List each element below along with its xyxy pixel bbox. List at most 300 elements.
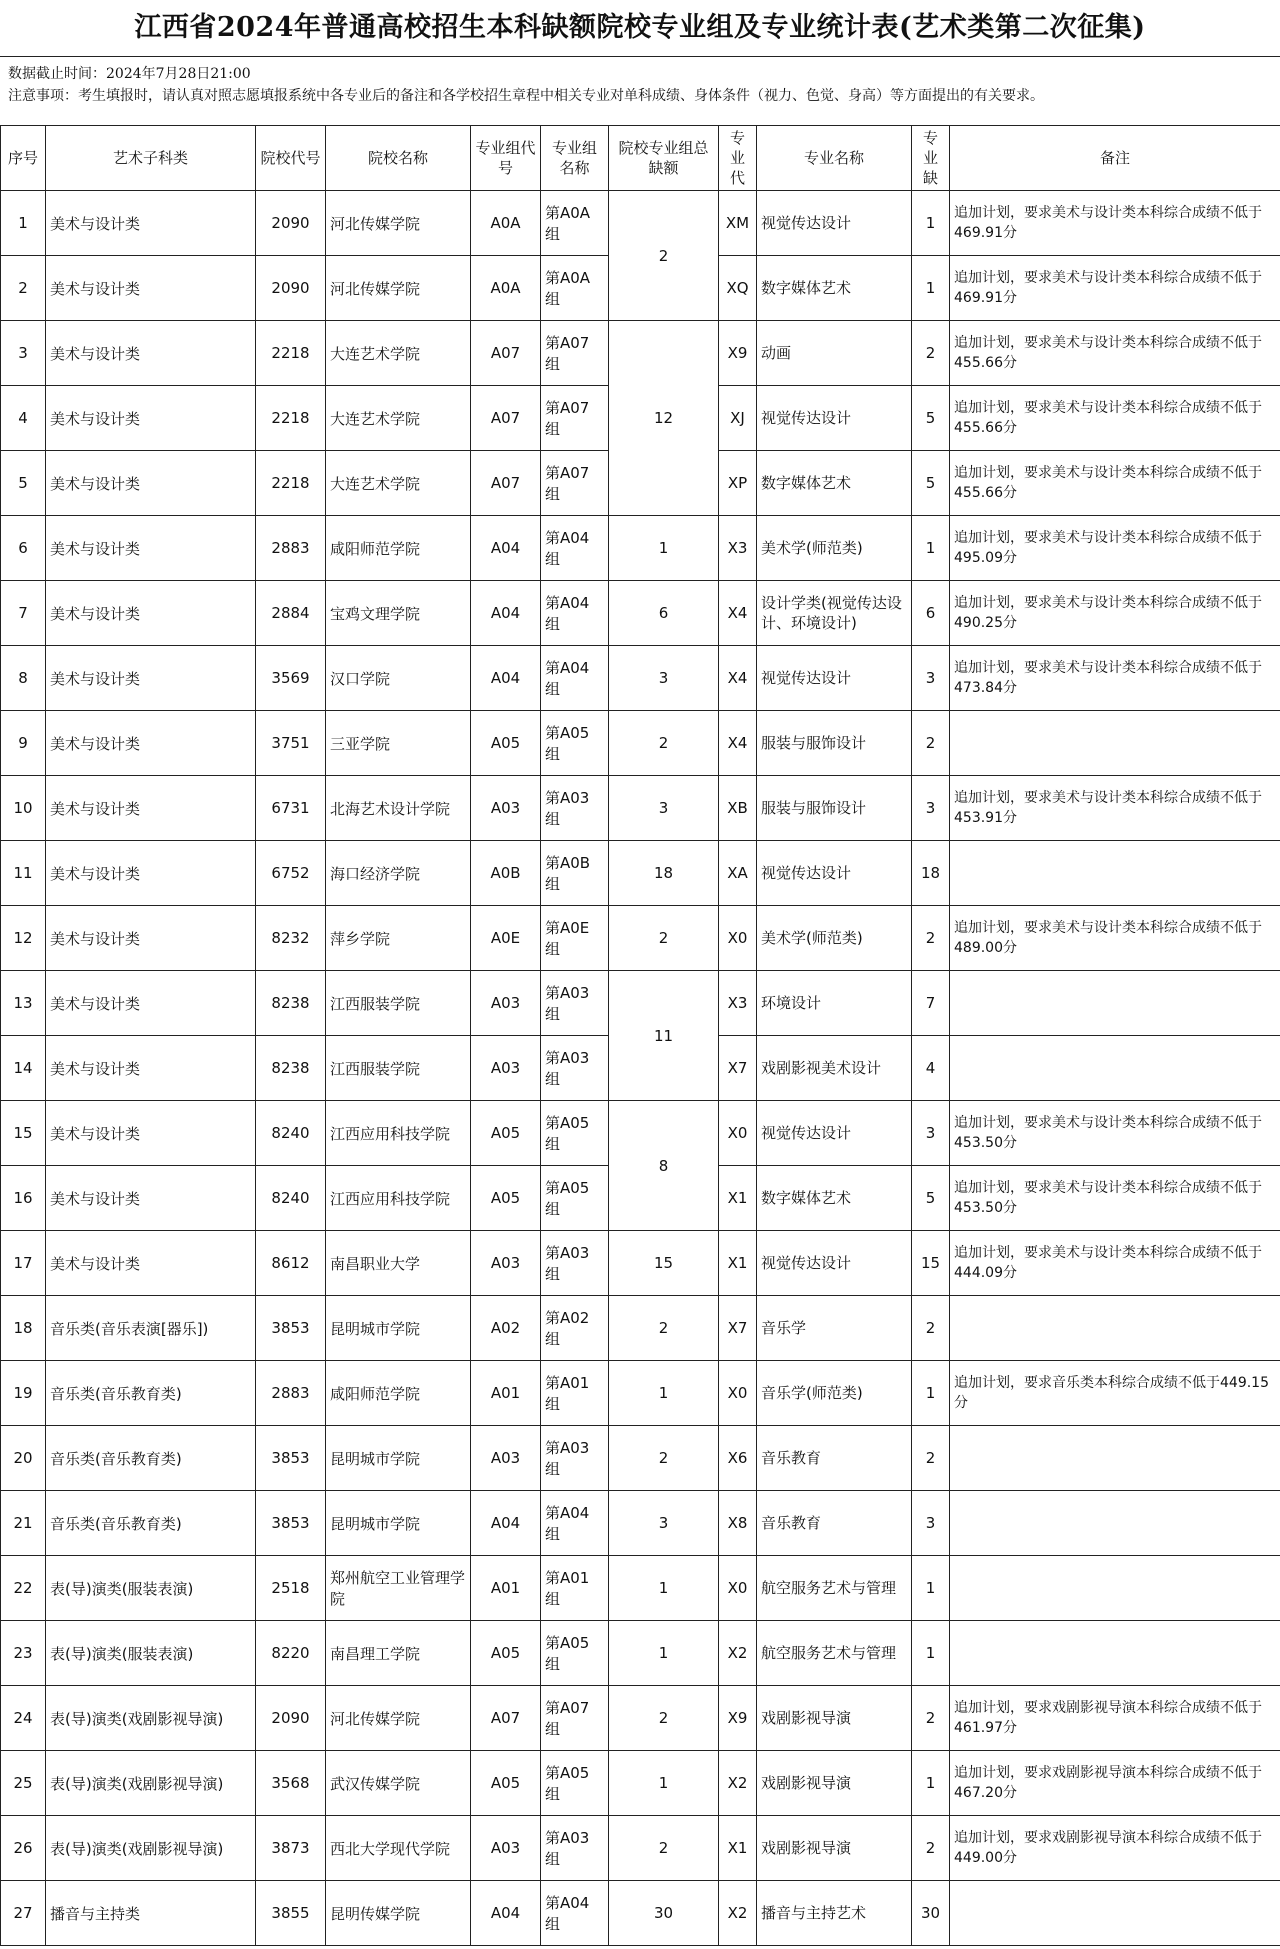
cell-subject: 表(导)演类(服装表演) [46,1621,256,1686]
cell-remark: 追加计划，要求美术与设计类本科综合成绩不低于455.66分 [950,386,1280,451]
cell-remark [950,1036,1280,1101]
cell-group-total: 2 [609,191,719,321]
cell-seq: 17 [1,1231,46,1296]
cell-group-code: A02 [471,1296,541,1361]
cell-major-vacancy: 1 [912,1361,950,1426]
cell-group-name: 第A01组 [541,1556,609,1621]
cell-subject: 表(导)演类(戏剧影视导演) [46,1816,256,1881]
cell-group-code: A04 [471,1491,541,1556]
cell-group-total: 8 [609,1101,719,1231]
table-row [1,1621,1280,1686]
cell-major-code: X7 [719,1036,757,1101]
cell-group-name: 第A05组 [541,1621,609,1686]
cell-remark: 追加计划，要求美术与设计类本科综合成绩不低于490.25分 [950,581,1280,646]
cell-seq: 20 [1,1426,46,1491]
cell-major-name: 音乐学 [757,1296,912,1361]
cell-group-name: 第A03组 [541,1036,609,1101]
cell-major-vacancy: 18 [912,841,950,906]
cell-group-total: 6 [609,581,719,646]
cell-seq: 13 [1,971,46,1036]
cell-group-total: 12 [609,321,719,516]
cell-school-code: 3853 [256,1491,326,1556]
cell-school-name: 大连艺术学院 [326,451,471,516]
cell-major-name: 动画 [757,321,912,386]
cell-group-name: 第A02组 [541,1296,609,1361]
cell-major-code: X2 [719,1751,757,1816]
cell-subject: 表(导)演类(戏剧影视导演) [46,1686,256,1751]
cell-major-name: 播音与主持艺术 [757,1881,912,1946]
cell-major-name: 视觉传达设计 [757,646,912,711]
cell-school-name: 昆明传媒学院 [326,1881,471,1946]
cell-school-code: 6731 [256,776,326,841]
cell-remark [950,841,1280,906]
cell-school-name: 昆明城市学院 [326,1426,471,1491]
cell-major-vacancy: 1 [912,1621,950,1686]
cell-major-vacancy: 2 [912,1816,950,1881]
cell-major-code: X8 [719,1491,757,1556]
cell-school-code: 6752 [256,841,326,906]
cell-group-name: 第A04组 [541,1881,609,1946]
cell-school-name: 河北传媒学院 [326,256,471,321]
cell-group-total: 18 [609,841,719,906]
cell-major-name: 戏剧影视导演 [757,1751,912,1816]
table-row [1,321,1280,386]
header-subject: 艺术子科类 [46,126,256,191]
cell-remark: 追加计划，要求美术与设计类本科综合成绩不低于469.91分 [950,191,1280,256]
cell-school-code: 3751 [256,711,326,776]
cell-group-total: 2 [609,906,719,971]
cell-school-code: 8220 [256,1621,326,1686]
cell-school-name: 咸阳师范学院 [326,1361,471,1426]
table-row [1,191,1280,256]
cell-school-name: 汉口学院 [326,646,471,711]
cell-major-code: X9 [719,321,757,386]
cell-group-code: A07 [471,451,541,516]
page-title: 江西省2024年普通高校招生本科缺额院校专业组及专业统计表(艺术类第二次征集) [0,0,1280,57]
cell-school-name: 北海艺术设计学院 [326,776,471,841]
cell-seq: 12 [1,906,46,971]
cell-group-code: A03 [471,1036,541,1101]
cell-group-name: 第A03组 [541,1816,609,1881]
cell-major-vacancy: 15 [912,1231,950,1296]
header-major-code: 专业代 [719,126,757,191]
cell-major-vacancy: 5 [912,451,950,516]
cell-group-total: 30 [609,1881,719,1946]
table-row [1,1556,1280,1621]
cell-subject: 表(导)演类(戏剧影视导演) [46,1751,256,1816]
table-row [1,1361,1280,1426]
cell-seq: 7 [1,581,46,646]
cell-group-name: 第A05组 [541,711,609,776]
cell-major-name: 美术学(师范类) [757,906,912,971]
cell-major-vacancy: 5 [912,1166,950,1231]
cell-remark: 追加计划，要求戏剧影视导演本科综合成绩不低于461.97分 [950,1686,1280,1751]
cell-subject: 美术与设计类 [46,386,256,451]
cell-school-name: 江西服装学院 [326,1036,471,1101]
cell-school-name: 西北大学现代学院 [326,1816,471,1881]
cell-group-code: A04 [471,516,541,581]
cell-major-vacancy: 5 [912,386,950,451]
cell-school-code: 8240 [256,1101,326,1166]
cell-group-code: A0A [471,256,541,321]
cell-major-name: 视觉传达设计 [757,191,912,256]
cell-seq: 8 [1,646,46,711]
cell-major-name: 视觉传达设计 [757,386,912,451]
cell-seq: 3 [1,321,46,386]
cell-major-name: 服装与服饰设计 [757,776,912,841]
cell-group-name: 第A04组 [541,1491,609,1556]
cell-subject: 美术与设计类 [46,451,256,516]
cell-major-vacancy: 2 [912,906,950,971]
cell-remark: 追加计划，要求美术与设计类本科综合成绩不低于453.50分 [950,1101,1280,1166]
cell-major-name: 航空服务艺术与管理 [757,1621,912,1686]
cell-major-name: 美术学(师范类) [757,516,912,581]
cell-group-name: 第A04组 [541,646,609,711]
table-row [1,1881,1280,1946]
cell-school-code: 3853 [256,1296,326,1361]
cell-major-vacancy: 3 [912,646,950,711]
cell-seq: 21 [1,1491,46,1556]
cell-major-code: XB [719,776,757,841]
cell-subject: 美术与设计类 [46,1101,256,1166]
cell-subject: 美术与设计类 [46,321,256,386]
cell-school-code: 2883 [256,516,326,581]
cell-remark [950,1426,1280,1491]
cell-major-name: 数字媒体艺术 [757,1166,912,1231]
cell-major-name: 音乐教育 [757,1491,912,1556]
table-row [1,1296,1280,1361]
cell-seq: 11 [1,841,46,906]
table-row [1,906,1280,971]
cell-group-code: A0B [471,841,541,906]
cell-major-name: 数字媒体艺术 [757,451,912,516]
cell-group-code: A0A [471,191,541,256]
notice-text: 注意事项：考生填报时，请认真对照志愿填报系统中各专业后的备注和各学校招生章程中相关专业对单科成绩、身体条件（视力、色觉、身高）等方面提出的有关要求。 [8,88,1044,104]
cell-school-code: 3569 [256,646,326,711]
cell-major-vacancy: 7 [912,971,950,1036]
cell-major-code: X0 [719,1361,757,1426]
cell-group-total: 15 [609,1231,719,1296]
cell-seq: 19 [1,1361,46,1426]
cell-group-total: 3 [609,776,719,841]
header-major-name: 专业名称 [757,126,912,191]
cell-major-name: 视觉传达设计 [757,841,912,906]
cell-group-name: 第A04组 [541,516,609,581]
cell-seq: 5 [1,451,46,516]
cell-group-name: 第A0A组 [541,191,609,256]
cell-school-name: 南昌职业大学 [326,1231,471,1296]
cell-group-total: 2 [609,1816,719,1881]
cell-subject: 美术与设计类 [46,841,256,906]
cell-seq: 15 [1,1101,46,1166]
cell-major-code: X2 [719,1881,757,1946]
cell-major-vacancy: 2 [912,321,950,386]
cell-subject: 美术与设计类 [46,1036,256,1101]
cell-major-name: 环境设计 [757,971,912,1036]
table-row [1,1751,1280,1816]
cell-school-code: 3855 [256,1881,326,1946]
header-school-code: 院校代号 [256,126,326,191]
cell-subject: 美术与设计类 [46,1231,256,1296]
cell-seq: 4 [1,386,46,451]
table-row [1,1426,1280,1491]
cell-major-name: 戏剧影视导演 [757,1686,912,1751]
cell-major-name: 视觉传达设计 [757,1231,912,1296]
cell-school-name: 南昌理工学院 [326,1621,471,1686]
cell-major-vacancy: 2 [912,1426,950,1491]
cell-group-code: A01 [471,1361,541,1426]
cell-school-code: 2218 [256,386,326,451]
cell-subject: 美术与设计类 [46,971,256,1036]
table-row [1,1101,1280,1166]
cell-major-code: X1 [719,1166,757,1231]
table-body [1,191,1280,1946]
table-row [1,1816,1280,1881]
cell-group-code: A05 [471,1621,541,1686]
cell-school-code: 8238 [256,971,326,1036]
cell-group-total: 1 [609,516,719,581]
cell-remark: 追加计划，要求美术与设计类本科综合成绩不低于453.91分 [950,776,1280,841]
cell-group-name: 第A03组 [541,1231,609,1296]
cell-major-vacancy: 3 [912,1101,950,1166]
cell-seq: 10 [1,776,46,841]
cell-subject: 美术与设计类 [46,516,256,581]
table-row [1,1231,1280,1296]
cell-school-code: 3853 [256,1426,326,1491]
cell-remark [950,711,1280,776]
cell-group-code: A03 [471,1426,541,1491]
table-row [1,971,1280,1036]
cell-school-name: 宝鸡文理学院 [326,581,471,646]
cell-seq: 18 [1,1296,46,1361]
cell-major-vacancy: 30 [912,1881,950,1946]
cell-school-name: 江西服装学院 [326,971,471,1036]
cell-group-total: 3 [609,1491,719,1556]
cell-remark: 追加计划，要求美术与设计类本科综合成绩不低于469.91分 [950,256,1280,321]
cell-group-name: 第A07组 [541,1686,609,1751]
cell-major-vacancy: 1 [912,191,950,256]
header-major-vacancy: 专业缺 [912,126,950,191]
cell-group-code: A05 [471,1166,541,1231]
header-school-name: 院校名称 [326,126,471,191]
cell-group-name: 第A05组 [541,1751,609,1816]
cell-group-total: 11 [609,971,719,1101]
cell-major-code: X0 [719,1101,757,1166]
cell-school-code: 8240 [256,1166,326,1231]
cell-subject: 美术与设计类 [46,906,256,971]
cell-remark: 追加计划，要求美术与设计类本科综合成绩不低于455.66分 [950,451,1280,516]
cell-major-name: 设计学类(视觉传达设计、环境设计) [757,581,912,646]
cell-seq: 9 [1,711,46,776]
cell-major-vacancy: 2 [912,711,950,776]
cell-major-name: 戏剧影视美术设计 [757,1036,912,1101]
cell-seq: 2 [1,256,46,321]
cell-major-vacancy: 6 [912,581,950,646]
cell-seq: 27 [1,1881,46,1946]
cell-remark [950,1881,1280,1946]
cell-major-vacancy: 1 [912,256,950,321]
cell-group-code: A01 [471,1556,541,1621]
table-row [1,711,1280,776]
cell-subject: 美术与设计类 [46,1166,256,1231]
cell-school-name: 大连艺术学院 [326,386,471,451]
cell-seq: 25 [1,1751,46,1816]
cell-group-code: A05 [471,1101,541,1166]
table-row [1,1491,1280,1556]
cell-group-code: A04 [471,581,541,646]
cell-major-name: 服装与服饰设计 [757,711,912,776]
cell-remark: 追加计划，要求音乐类本科综合成绩不低于449.15分 [950,1361,1280,1426]
cell-major-code: X9 [719,1686,757,1751]
cell-group-code: A05 [471,711,541,776]
cell-subject: 美术与设计类 [46,191,256,256]
cell-major-vacancy: 1 [912,1556,950,1621]
cell-group-code: A04 [471,1881,541,1946]
cell-subject: 美术与设计类 [46,776,256,841]
cell-major-vacancy: 1 [912,1751,950,1816]
cell-school-code: 8232 [256,906,326,971]
cell-major-code: X4 [719,646,757,711]
cell-remark: 追加计划，要求戏剧影视导演本科综合成绩不低于467.20分 [950,1751,1280,1816]
cell-group-total: 2 [609,1426,719,1491]
cell-seq: 6 [1,516,46,581]
cell-remark [950,1491,1280,1556]
notes [0,57,1280,107]
table-row [1,516,1280,581]
cell-school-code: 3873 [256,1816,326,1881]
cell-remark [950,1296,1280,1361]
cell-school-code: 2884 [256,581,326,646]
cell-school-code: 2218 [256,451,326,516]
cell-group-name: 第A03组 [541,1426,609,1491]
cell-school-code: 2090 [256,191,326,256]
cell-seq: 16 [1,1166,46,1231]
cell-group-total: 2 [609,1296,719,1361]
cell-major-name: 音乐教育 [757,1426,912,1491]
cell-remark: 追加计划，要求美术与设计类本科综合成绩不低于444.09分 [950,1231,1280,1296]
cell-subject: 播音与主持类 [46,1881,256,1946]
cell-school-name: 大连艺术学院 [326,321,471,386]
cell-school-name: 江西应用科技学院 [326,1166,471,1231]
cell-subject: 音乐类(音乐教育类) [46,1491,256,1556]
cell-group-total: 1 [609,1556,719,1621]
cell-subject: 美术与设计类 [46,581,256,646]
cell-group-name: 第A05组 [541,1101,609,1166]
cell-major-vacancy: 2 [912,1296,950,1361]
cell-remark: 追加计划，要求美术与设计类本科综合成绩不低于453.50分 [950,1166,1280,1231]
cell-major-code: XM [719,191,757,256]
cell-major-vacancy: 3 [912,1491,950,1556]
cell-group-code: A03 [471,776,541,841]
cell-seq: 24 [1,1686,46,1751]
cell-school-code: 3568 [256,1751,326,1816]
cell-major-vacancy: 4 [912,1036,950,1101]
table-row [1,581,1280,646]
cell-major-code: XA [719,841,757,906]
cell-major-code: XJ [719,386,757,451]
header-seq: 序号 [1,126,46,191]
cell-major-code: X3 [719,516,757,581]
cell-remark: 追加计划，要求美术与设计类本科综合成绩不低于455.66分 [950,321,1280,386]
cell-group-name: 第A01组 [541,1361,609,1426]
cell-major-code: X3 [719,971,757,1036]
cell-major-vacancy: 3 [912,776,950,841]
cell-school-name: 武汉传媒学院 [326,1751,471,1816]
cell-group-name: 第A0E组 [541,906,609,971]
cell-subject: 美术与设计类 [46,256,256,321]
header-remark: 备注 [950,126,1280,191]
cell-school-name: 河北传媒学院 [326,191,471,256]
cell-group-code: A03 [471,971,541,1036]
cell-seq: 14 [1,1036,46,1101]
cell-group-name: 第A04组 [541,581,609,646]
cell-major-vacancy: 2 [912,1686,950,1751]
cell-group-name: 第A0A组 [541,256,609,321]
cell-major-code: X7 [719,1296,757,1361]
cell-school-code: 2090 [256,1686,326,1751]
cell-major-code: XP [719,451,757,516]
cell-group-name: 第A07组 [541,386,609,451]
cell-school-code: 2090 [256,256,326,321]
cell-remark: 追加计划，要求美术与设计类本科综合成绩不低于473.84分 [950,646,1280,711]
cell-seq: 23 [1,1621,46,1686]
cell-subject: 美术与设计类 [46,646,256,711]
vacancy-table [0,125,1280,1946]
cell-school-name: 咸阳师范学院 [326,516,471,581]
cell-group-total: 2 [609,711,719,776]
cell-major-vacancy: 1 [912,516,950,581]
cell-major-code: X2 [719,1621,757,1686]
deadline-text: 数据截止时间：2024年7月28日21:00 [8,66,251,82]
cell-group-code: A03 [471,1231,541,1296]
cell-school-code: 2883 [256,1361,326,1426]
cell-group-code: A07 [471,321,541,386]
cell-group-name: 第A07组 [541,451,609,516]
cell-group-code: A07 [471,386,541,451]
cell-group-code: A03 [471,1816,541,1881]
cell-remark: 追加计划，要求美术与设计类本科综合成绩不低于495.09分 [950,516,1280,581]
cell-subject: 表(导)演类(服装表演) [46,1556,256,1621]
cell-school-name: 萍乡学院 [326,906,471,971]
cell-major-name: 音乐学(师范类) [757,1361,912,1426]
cell-major-name: 航空服务艺术与管理 [757,1556,912,1621]
cell-major-code: X0 [719,1556,757,1621]
cell-major-code: X6 [719,1426,757,1491]
cell-school-code: 2518 [256,1556,326,1621]
cell-school-code: 8238 [256,1036,326,1101]
cell-major-name: 戏剧影视导演 [757,1816,912,1881]
cell-group-name: 第A07组 [541,321,609,386]
cell-major-code: X1 [719,1816,757,1881]
cell-school-name: 郑州航空工业管理学院 [326,1556,471,1621]
cell-subject: 美术与设计类 [46,711,256,776]
cell-school-name: 昆明城市学院 [326,1296,471,1361]
cell-seq: 22 [1,1556,46,1621]
cell-school-name: 河北传媒学院 [326,1686,471,1751]
table-row [1,646,1280,711]
cell-major-code: X4 [719,581,757,646]
table-row [1,841,1280,906]
cell-seq: 26 [1,1816,46,1881]
cell-group-name: 第A05组 [541,1166,609,1231]
cell-major-code: X4 [719,711,757,776]
cell-group-code: A05 [471,1751,541,1816]
cell-remark [950,1556,1280,1621]
cell-school-name: 海口经济学院 [326,841,471,906]
cell-school-name: 三亚学院 [326,711,471,776]
cell-school-code: 8612 [256,1231,326,1296]
cell-group-total: 3 [609,646,719,711]
